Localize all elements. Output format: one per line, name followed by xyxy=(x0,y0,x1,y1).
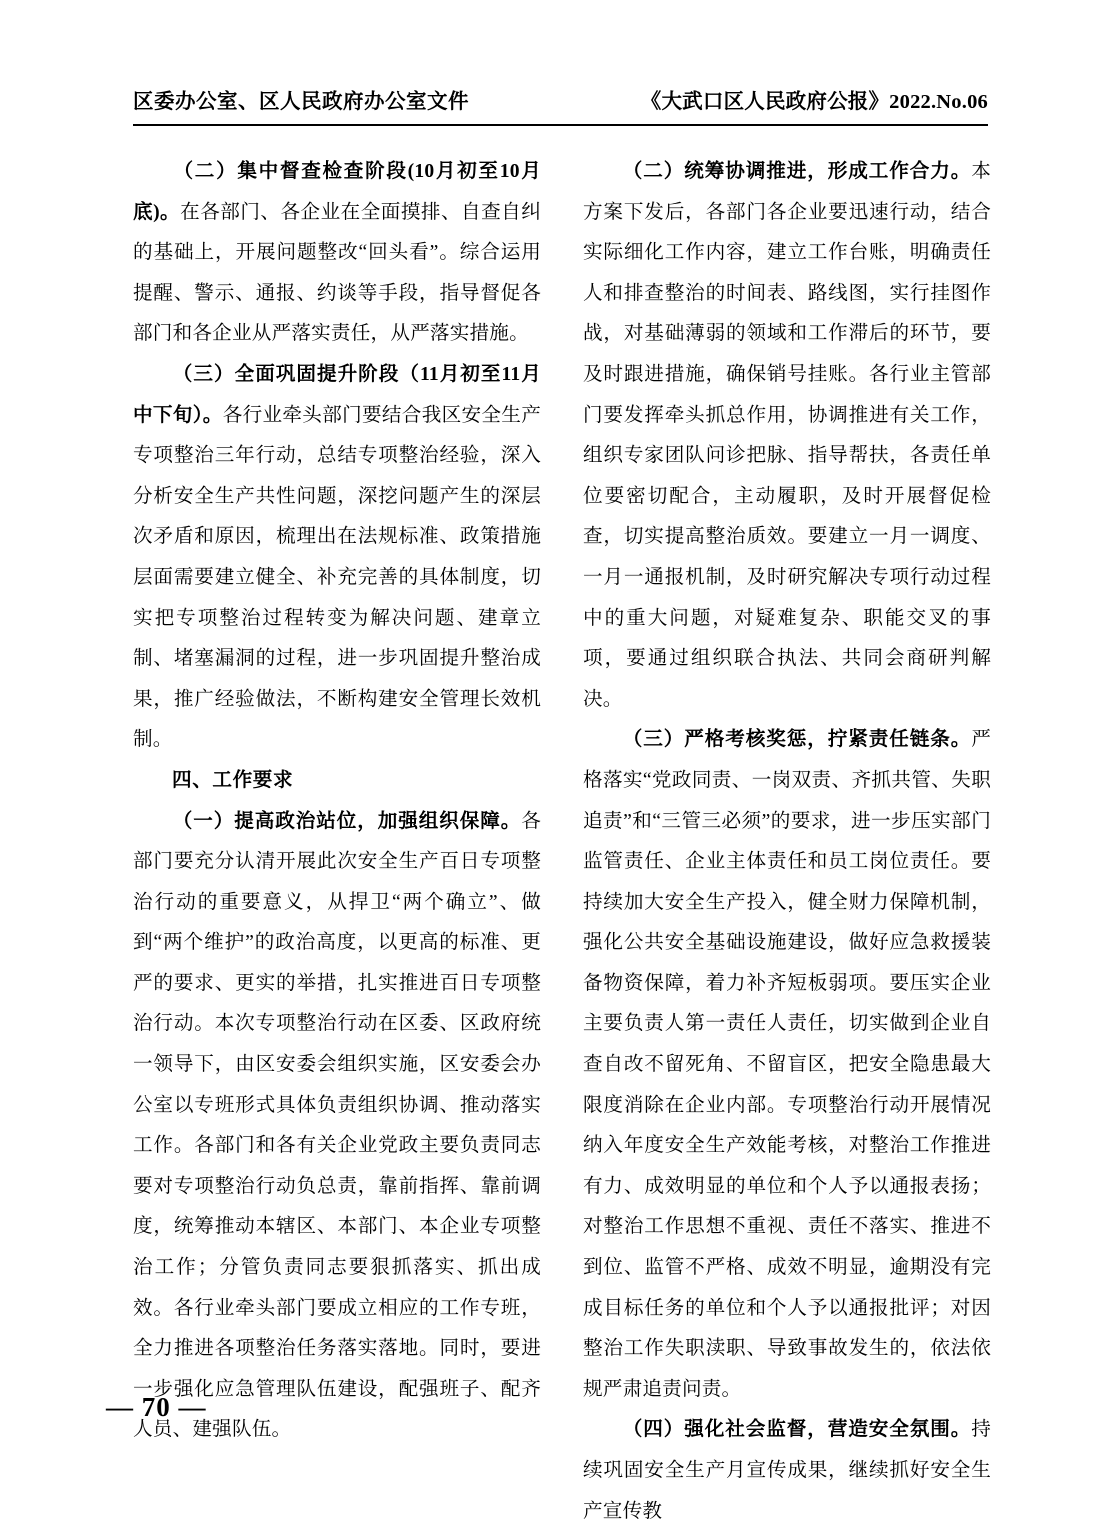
right-column xyxy=(583,152,991,1532)
paragraph-lead: （一）提高政治站位，加强组织保障。 xyxy=(172,810,522,832)
paragraph-text: 各行业牵头部门要结合我区安全生产专项整治三年行动，总结专项整治经验，深入分析安全生产共性问题，深挖问题产生的深层次矛盾和原因，梳理出在法规标准、政策措施层面需要建立健全、补充完善的具体制度，切实把专项整治过程转变为解决问题、建章立制、堵塞漏洞的过程，进一步巩固提升整治成果，推广经验做法，不断构建安全管理长效机制。 xyxy=(133,404,541,751)
paragraph-text: 各部门要充分认清开展此次安全生产百日专项整治行动的重要意义，从捍卫“两个确立”、做到“两个维护”的政治高度，以更高的标准、更严的要求、更实的举措，扎实推进百日专项整治行动。本次专项整治行动在区委、区政府统一领导下，由区安委会组织实施，区安委会办公室以专班形式具体负责组织协调、推动落实工作。各部门和各有关企业党政主要负责同志要对专项整治行动负总责，靠前指挥、靠前调度，统筹推动本辖区、本部门、本企业专项整治工作；分管负责同志要狠抓落实、抓出成效。各行业牵头部门要成立相应的工作专班，全力推进各项整治任务落实落地。同时，要进一步强化应急管理队伍建设，配强班子、配齐人员、建强队伍。 xyxy=(133,810,541,1441)
paragraph-text: 持续巩固安全生产月宣传成果，继续抓好安全生产宣传教 xyxy=(583,1419,991,1522)
header-left-title: 区委办公室、区人民政府办公室文件 xyxy=(133,91,469,113)
paragraph xyxy=(583,152,991,720)
paragraph xyxy=(133,355,541,761)
paragraph-text: 在各部门、各企业在全面摸排、自查自纠的基础上，开展问题整改“回头看”。综合运用提醒、警示、通报、约谈等手段，指导督促各部门和各企业从严落实责任，从严落实措施。 xyxy=(133,201,541,345)
paragraph-lead: （二）集中督查检查阶段(10月初至10月底)。 xyxy=(133,161,541,223)
paragraph-lead: （四）强化社会监督，营造安全氛围。 xyxy=(622,1419,972,1441)
page-number: — 70 — xyxy=(106,1392,207,1422)
two-column-body xyxy=(133,152,991,1532)
paragraph-lead: （三）全面巩固提升阶段（11月初至11月中下旬）。 xyxy=(133,363,541,426)
paragraph-text: 严格落实“党政同责、一岗双责、齐抓共管、失职追责”和“三管三必须”的要求，进一步压实部门监管责任、企业主体责任和员工岗位责任。要持续加大安全生产投入，健全财力保障机制，强化公共安全基础设施建设，做好应急救援装备物资保障，着力补齐短板弱项。要压实企业主要负责人第一责任人责任，切实做到企业自查自改不留死角、不留盲区，把安全隐患最大限度消除在企业内部。专项整治行动开展情况纳入年度安全生产效能考核，对整治工作推进有力、成效明显的单位和个人予以通报表扬；对整治工作思想不重视、责任不落实、推进不到位、监管不严格、成效不明显，逾期没有完成目标任务的单位和个人予以通报批评；对因整治工作失职渎职、导致事故发生的，依法依规严肃追责问责。 xyxy=(583,729,991,1400)
paragraph xyxy=(133,802,541,1452)
section-heading-text: 四、工作要求 xyxy=(172,769,294,791)
paragraph-lead: （二）统筹协调推进，形成工作合力。 xyxy=(622,161,972,182)
paragraph-text: 本方案下发后，各部门各企业要迅速行动，结合实际细化工作内容，建立工作台账，明确责任人和排查整治的时间表、路线图，实行挂图作战，对基础薄弱的领域和工作滞后的环节，要及时跟进措施，确保销号挂账。各行业主管部门要发挥牵头抓总作用，协调推进有关工作，组织专家团队问诊把脉、指导帮扶，各责任单位要密切配合，主动履职，及时开展督促检查，切实提高整治质效。要建立一月一调度、一月一通报机制，及时研究解决专项行动过程中的重大问题，对疑难复杂、职能交叉的事项，要通过组织联合执法、共同会商研判解决。 xyxy=(583,161,991,710)
header-right-title: 《大武口区人民政府公报》2022.No.06 xyxy=(640,91,988,113)
paragraph xyxy=(133,152,541,355)
paragraph-lead: （三）严格考核奖惩，拧紧责任链条。 xyxy=(622,729,972,751)
left-column xyxy=(133,152,541,1532)
paragraph xyxy=(583,1410,991,1532)
page-header xyxy=(133,84,988,114)
header-divider xyxy=(133,124,988,126)
paragraph xyxy=(583,720,991,1410)
section-heading xyxy=(133,761,541,802)
